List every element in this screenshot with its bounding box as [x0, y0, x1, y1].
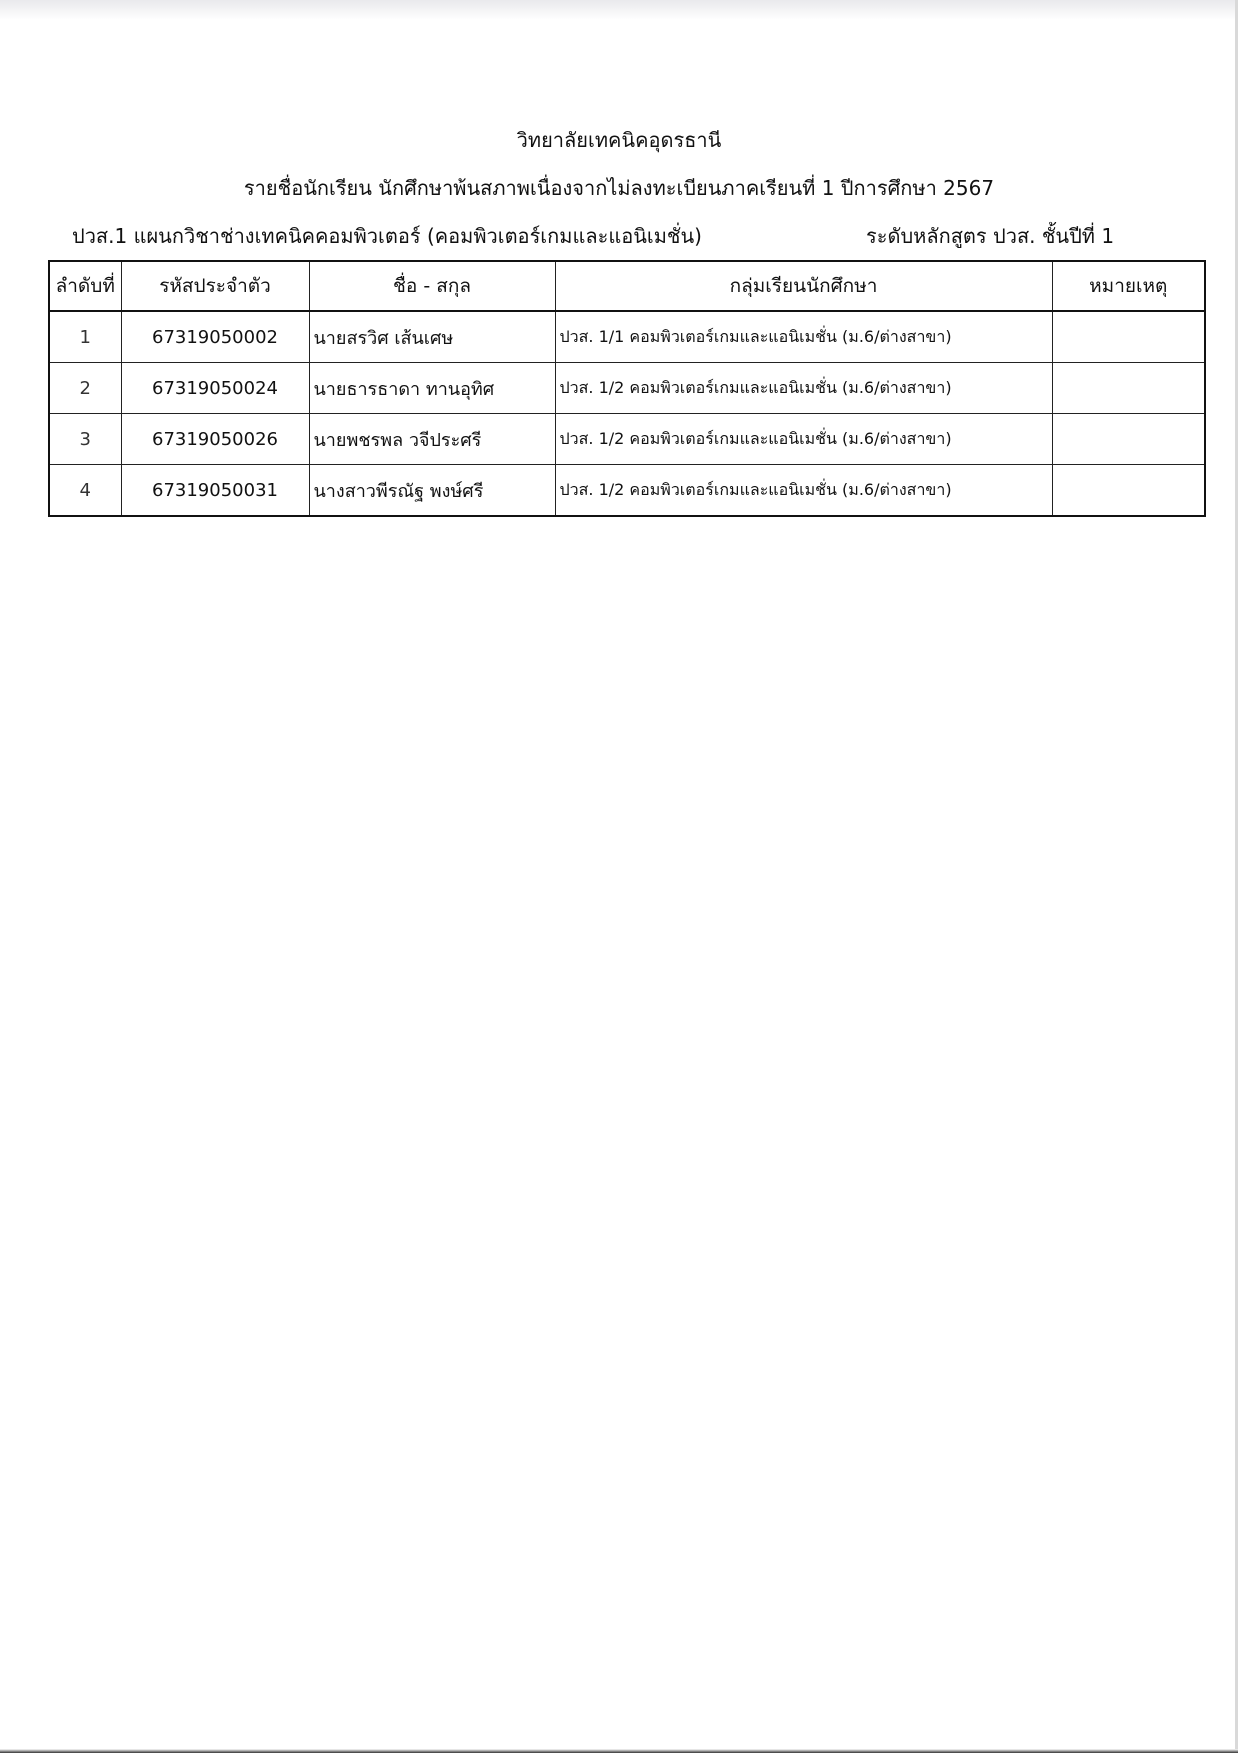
row-group: ปวส. 1/2 คอมพิวเตอร์เกมและแอนิเมชั่น (ม.6/ต่างสาขา): [555, 363, 1052, 414]
row-remark: [1052, 311, 1205, 363]
header-no: ลำดับที่: [49, 261, 121, 311]
header-remark: หมายเหตุ: [1052, 261, 1205, 311]
table-row: [49, 414, 1205, 465]
row-remark: [1052, 465, 1205, 517]
row-name: นายพชรพล วจีประศรี: [309, 414, 555, 465]
row-student-id: 67319050002: [121, 311, 309, 363]
row-number: 1: [49, 311, 121, 363]
student-roster-table: [48, 260, 1206, 517]
row-number: 4: [49, 465, 121, 517]
row-student-id: 67319050026: [121, 414, 309, 465]
row-remark: [1052, 414, 1205, 465]
table-row: [49, 465, 1205, 517]
institution-title: วิทยาลัยเทคนิคอุดรธานี: [516, 128, 722, 152]
level-line: ระดับหลักสูตร ปวส. ชั้นปีที่ 1: [866, 224, 1115, 248]
row-student-id: 67319050024: [121, 363, 309, 414]
header-student-id: รหัสประจำตัว: [121, 261, 309, 311]
row-group: ปวส. 1/2 คอมพิวเตอร์เกมและแอนิเมชั่น (ม.6/ต่างสาขา): [555, 414, 1052, 465]
header-name: ชื่อ - สกุล: [309, 261, 555, 311]
header-group: กลุ่มเรียนนักศึกษา: [555, 261, 1052, 311]
row-remark: [1052, 363, 1205, 414]
row-name: นางสาวพีรณัฐ พงษ์ศรี: [309, 465, 555, 517]
program-line: ปวส.1 แผนกวิชาช่างเทคนิคคอมพิวเตอร์ (คอมพิวเตอร์เกมและแอนิเมชั่น): [72, 224, 702, 248]
table-row: [49, 363, 1205, 414]
row-name: นายธารธาดา ทานอุทิศ: [309, 363, 555, 414]
table-row: [49, 311, 1205, 363]
row-group: ปวส. 1/1 คอมพิวเตอร์เกมและแอนิเมชั่น (ม.6/ต่างสาขา): [555, 311, 1052, 363]
table-header-row: [49, 261, 1205, 311]
document-subtitle: รายชื่อนักเรียน นักศึกษาพ้นสภาพเนื่องจากไม่ลงทะเบียนภาคเรียนที่ 1 ปีการศึกษา 2567: [243, 176, 995, 200]
row-group: ปวส. 1/2 คอมพิวเตอร์เกมและแอนิเมชั่น (ม.6/ต่างสาขา): [555, 465, 1052, 517]
row-number: 3: [49, 414, 121, 465]
row-student-id: 67319050031: [121, 465, 309, 517]
scan-bottom-edge: [0, 1749, 1238, 1753]
row-name: นายสรวิศ เส้นเศษ: [309, 311, 555, 363]
scan-top-shading: [0, 0, 1238, 20]
row-number: 2: [49, 363, 121, 414]
